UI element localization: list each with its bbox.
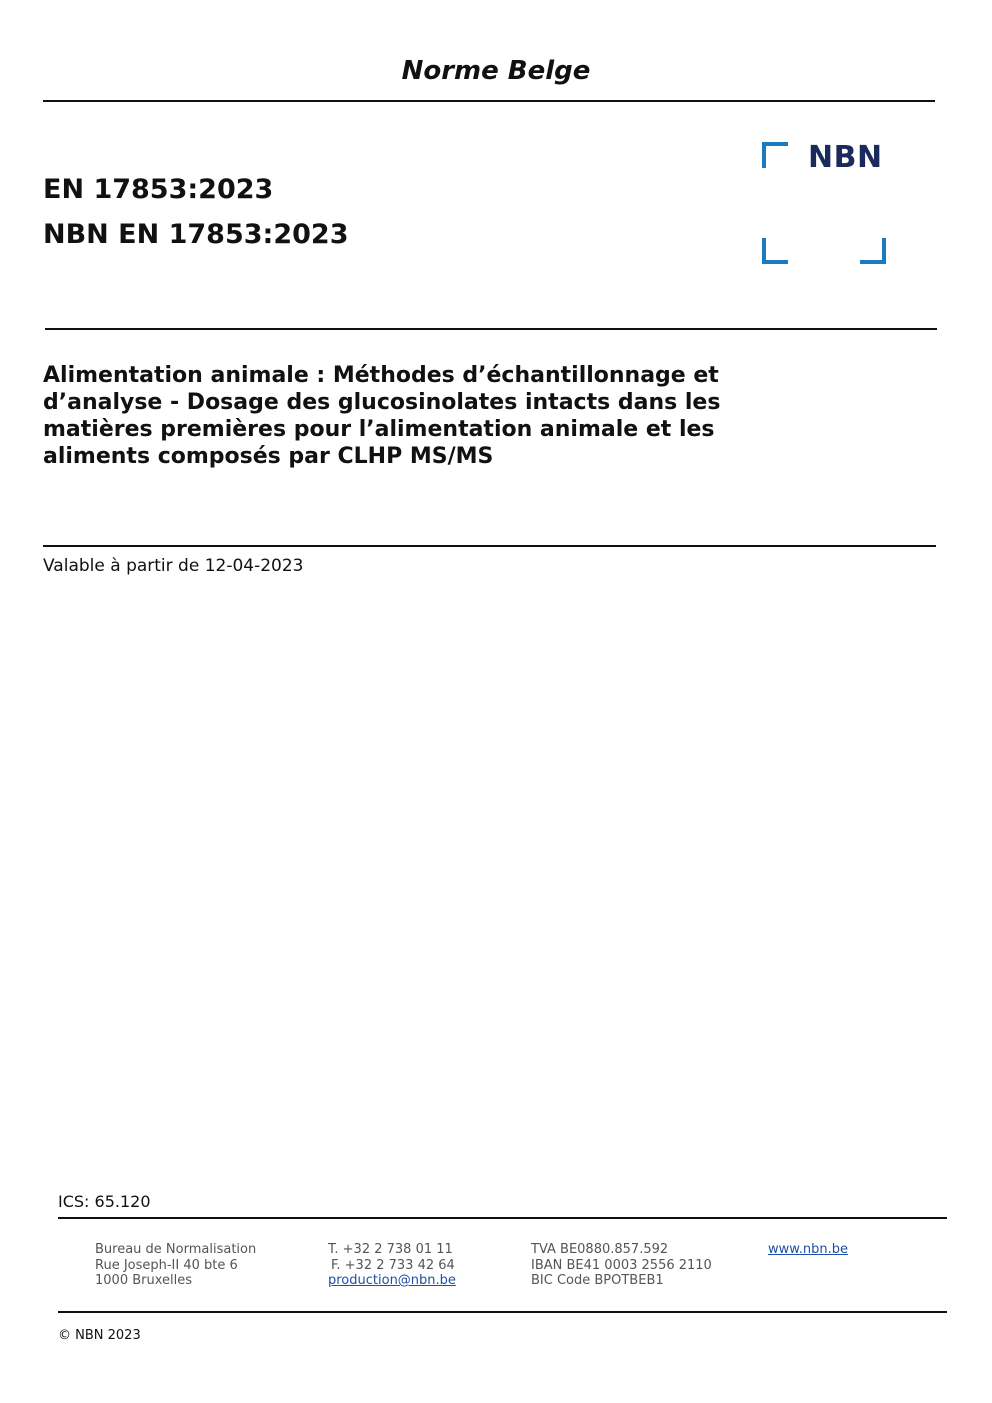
footer-contact xyxy=(328,1242,456,1289)
address-line-3: 1000 Bruxelles xyxy=(95,1273,193,1288)
copyright-notice: © NBN 2023 xyxy=(58,1328,141,1343)
logo-bracket-bottom-left xyxy=(762,238,788,264)
code-divider xyxy=(45,328,937,330)
phone-number: T. +32 2 738 01 11 xyxy=(328,1242,453,1257)
address-line-1: Bureau de Normalisation xyxy=(95,1242,257,1257)
address-line-2: Rue Joseph-II 40 bte 6 xyxy=(95,1257,238,1273)
document-title: Alimentation animale : Méthodes d’échantillonnage et d’analyse - Dosage des glucosinolates intacts dans les matières premières pour l’alimentation animale et les aliments composés par CLHP MS/MS xyxy=(43,363,721,469)
ics-code: ICS: 65.120 xyxy=(58,1192,151,1211)
vat-number: TVA BE0880.857.592 xyxy=(531,1242,669,1257)
en-standard-code: EN 17853:2023 xyxy=(43,174,274,205)
footer-website xyxy=(768,1242,848,1258)
footer-bottom-divider xyxy=(58,1311,947,1313)
footer-top-divider xyxy=(58,1217,947,1219)
website-link[interactable]: www.nbn.be xyxy=(768,1242,848,1257)
logo-wordmark: NBN xyxy=(808,140,883,175)
iban-number: IBAN BE41 0003 2556 2110 xyxy=(531,1257,712,1273)
document-type: Norme Belge xyxy=(401,56,591,86)
email-link[interactable]: production@nbn.be xyxy=(328,1273,456,1288)
logo-bracket-top-left xyxy=(762,142,788,168)
footer-bank xyxy=(531,1242,712,1289)
validity-date: Valable à partir de 12-04-2023 xyxy=(43,556,304,576)
fax-number: F. +32 2 733 42 64 xyxy=(331,1257,455,1273)
header-divider xyxy=(43,100,935,102)
bic-code: BIC Code BPOTBEB1 xyxy=(531,1273,664,1288)
nbn-logo xyxy=(762,142,886,264)
nbn-standard-code: NBN EN 17853:2023 xyxy=(43,219,349,250)
logo-bracket-bottom-right xyxy=(860,238,886,264)
footer-address xyxy=(95,1242,256,1289)
title-divider xyxy=(43,545,936,547)
